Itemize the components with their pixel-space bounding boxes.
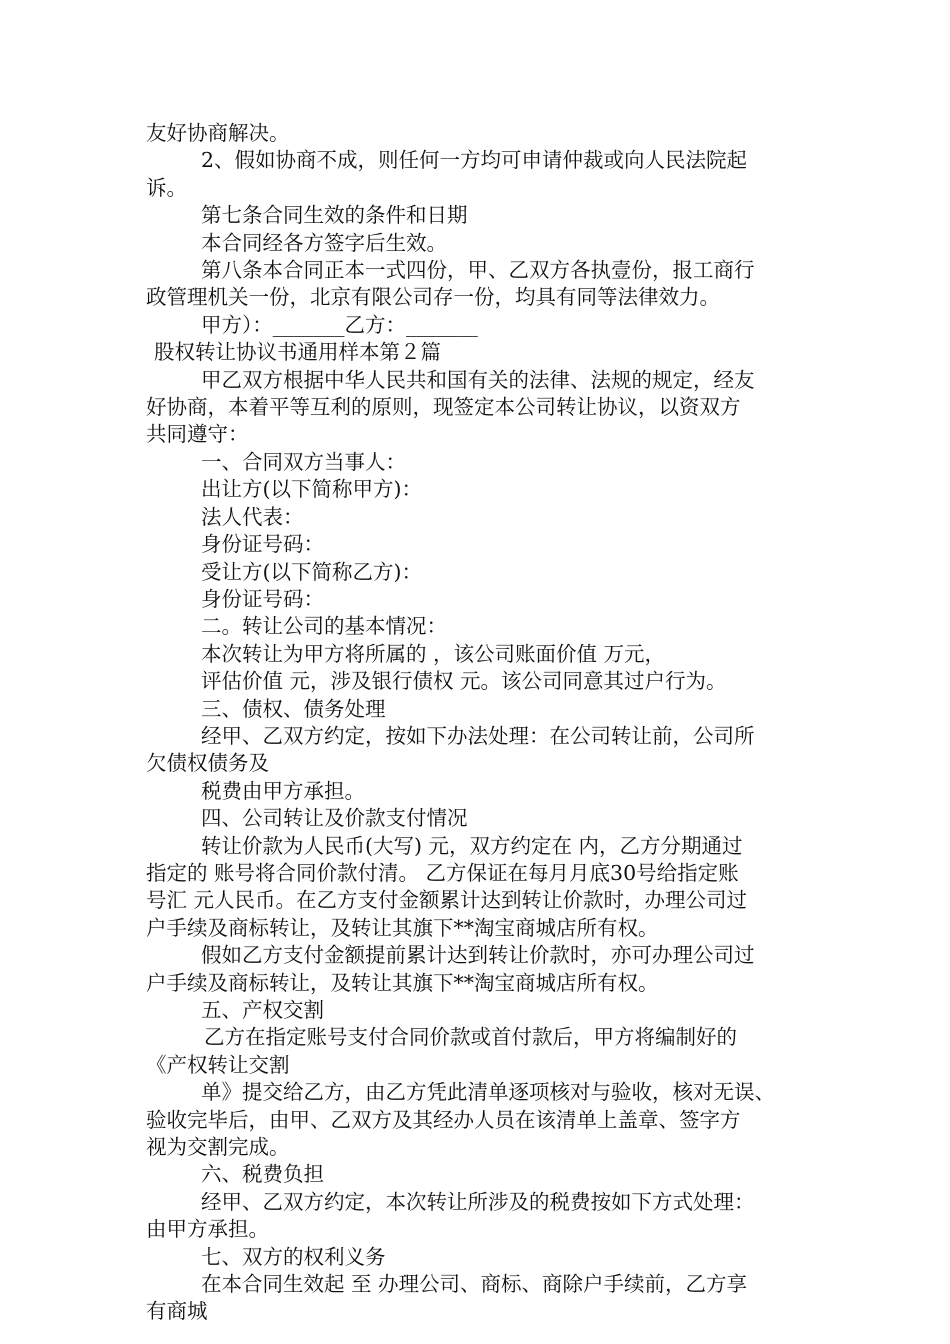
document-line: 单》提交给乙方，由乙方凭此清单逐项核对与验收，核对无误、 (201, 1080, 775, 1105)
document-line: 假如乙方支付金额提前累计达到转让价款时，亦可办理公司过 (201, 943, 755, 968)
document-line: 本合同经各方签字后生效。 (201, 230, 447, 255)
document-line: 《产权转让交割 (146, 1052, 290, 1077)
document-line: 在本合同生效起 至 办理公司、商标、商除户手续前，乙方享 (201, 1272, 748, 1297)
document-line: 四、公司转让及价款支付情况 (201, 806, 468, 831)
document-line: 三、债权、债务处理 (201, 696, 386, 721)
document-body (146, 120, 816, 1326)
document-line: 七、双方的权利义务 (201, 1244, 386, 1269)
document-line: 第七条合同生效的条件和日期 (201, 203, 468, 228)
document-line: 法人代表： (201, 504, 304, 529)
document-line: 诉。 (146, 175, 187, 200)
document-line: 税费由甲方承担。 (201, 778, 365, 803)
document-line: 政管理机关一份，北京有限公司存一份，均具有同等法律效力。 (146, 285, 720, 310)
document-line: 指定的 账号将合同价款付清。 乙方保证在每月月底30号给指定账 (146, 860, 739, 885)
document-line: 出让方(以下简称甲方)： (201, 477, 422, 502)
document-line: 有商城 (146, 1299, 208, 1324)
document-line: 好协商，本着平等互利的原则，现签定本公司转让协议，以资双方 (146, 395, 741, 420)
document-line: 转让价款为人民币(大写) 元，双方约定在 内，乙方分期通过 (201, 833, 743, 858)
document-line: 二。转让公司的基本情况： (201, 614, 447, 639)
document-line: 六、税费负担 (201, 1162, 324, 1187)
document-line: 户手续及商标转让，及转让其旗下**淘宝商城店所有权。 (146, 915, 659, 940)
document-line: 一、合同双方当事人： (201, 449, 406, 474)
document-line: 第八条本合同正本一式四份，甲、乙双方各执壹份，报工商行 (201, 258, 755, 283)
document-line: 身份证号码： (201, 532, 324, 557)
document-line: 号汇 元人民币。在乙方支付金额累计达到转让价款时，办理公司过 (146, 888, 748, 913)
document-line: 经甲、乙双方约定，本次转让所涉及的税费按如下方式处理： (201, 1189, 755, 1214)
document-line: 甲方）：_______乙方：_______ (201, 312, 478, 337)
document-line: 受让方(以下简称乙方)： (201, 559, 422, 584)
document-line: 友好协商解决。 (146, 121, 290, 145)
document-line: 股权转让协议书通用样本第２篇 (154, 340, 441, 365)
document-line: 甲乙双方根据中华人民共和国有关的法律、法规的规定，经友 (201, 367, 755, 392)
document-line: 五、产权交割 (201, 998, 324, 1022)
document-line: 身份证号码： (201, 586, 324, 611)
document-line: 验收完毕后，由甲、乙双方及其经办人员在该清单上盖章、签字方 (146, 1107, 741, 1132)
document-line: 由甲方承担。 (146, 1217, 269, 1242)
document-line: 共同遵守： (146, 422, 249, 447)
document-line: 2、假如协商不成，则任何一方均可申请仲裁或向人民法院起 (201, 148, 748, 173)
document-line: 视为交割完成。 (146, 1135, 290, 1160)
document-line: 本次转让为甲方将所属的 ，该公司账面价值 万元， (201, 641, 666, 666)
document-line: 欠债权债务及 (146, 751, 269, 776)
document-line: 评估价值 元，涉及银行债权 元。该公司同意其过户行为。 (201, 669, 727, 694)
document-line: 户手续及商标转让，及转让其旗下**淘宝商城店所有权。 (146, 970, 659, 995)
document-line: 经甲、乙双方约定，按如下办法处理：在公司转让前，公司所 (201, 723, 755, 748)
document-line: 乙方在指定账号支付合同价款或首付款后，甲方将编制好的 (204, 1025, 737, 1050)
